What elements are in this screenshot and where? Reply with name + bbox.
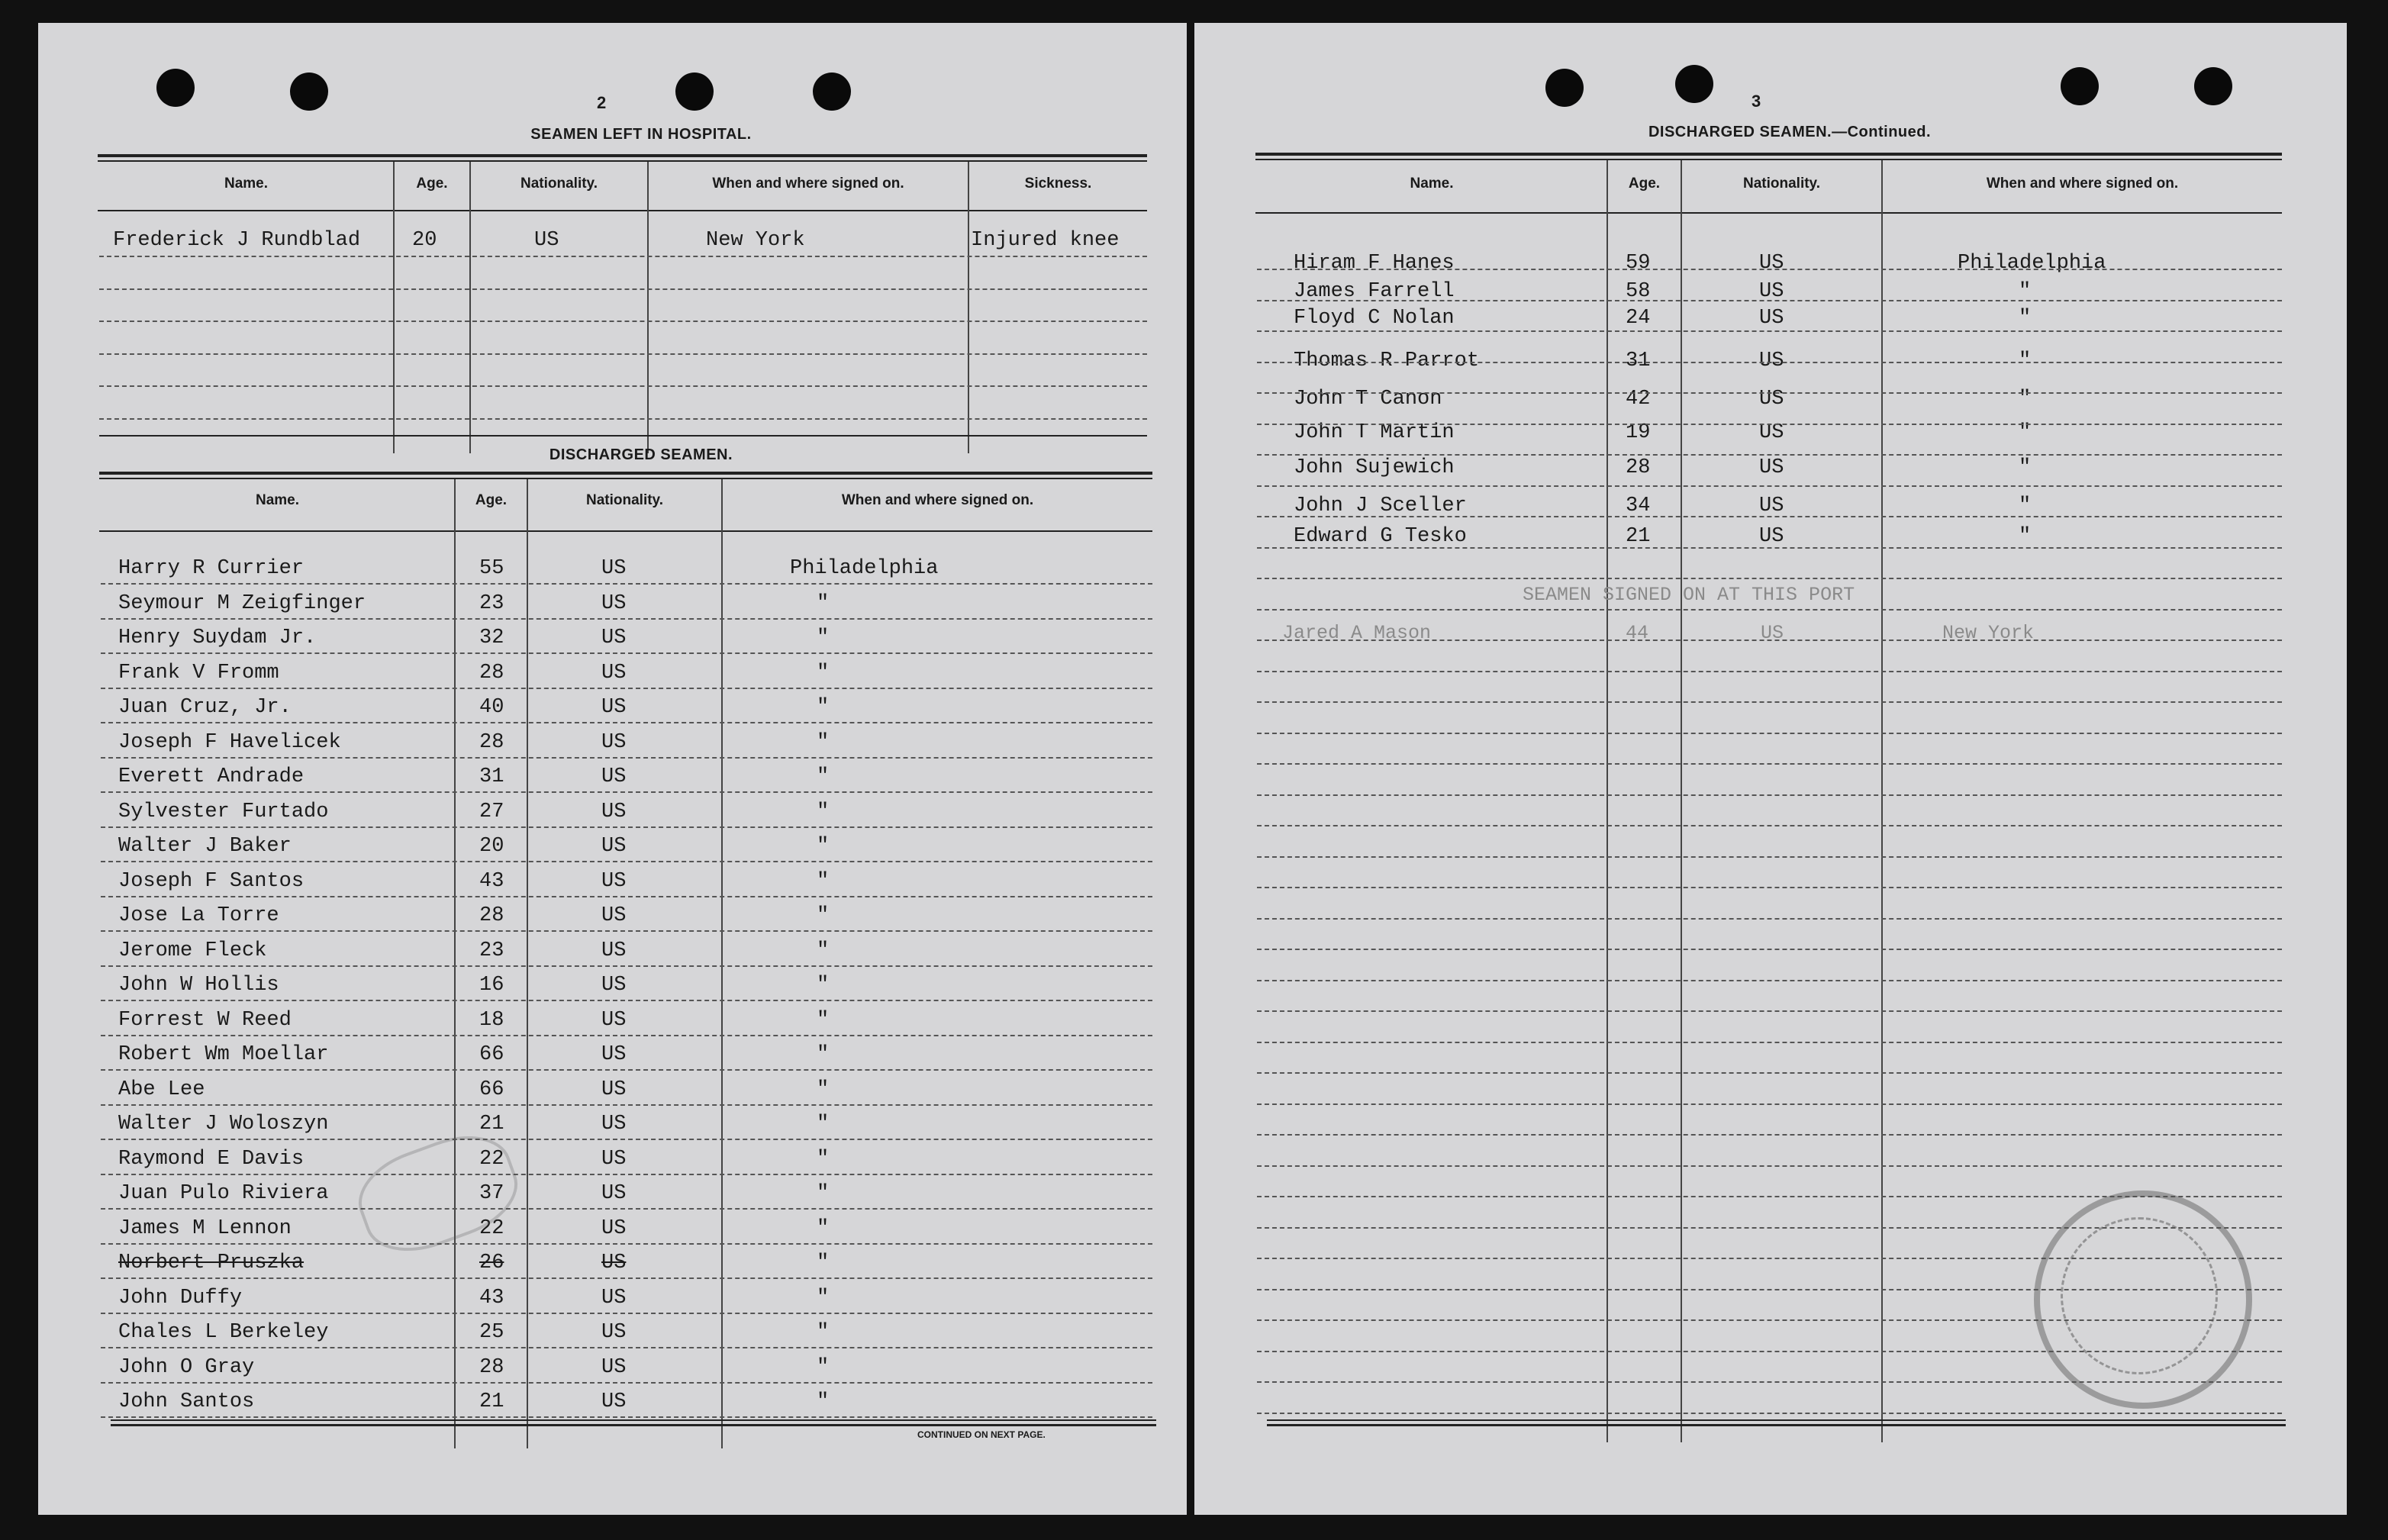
- seaman-name: Thomas R Parrot: [1294, 350, 1480, 372]
- col-header-nationality: Nationality.: [520, 176, 598, 192]
- seaman-signed-on: ": [817, 801, 830, 823]
- ruled-line: [1257, 949, 2282, 950]
- seaman-age: 28: [1626, 456, 1651, 479]
- seaman-signed-on: ": [2019, 280, 2032, 303]
- table-top-rule: [98, 154, 1147, 157]
- ruled-line: [101, 757, 1152, 759]
- column-divider: [968, 162, 969, 453]
- seaman-nationality: US: [601, 627, 627, 649]
- ruled-line: [99, 321, 1147, 322]
- table-top-rule: [98, 160, 1147, 162]
- seaman-name: Jerome Fleck: [118, 939, 267, 962]
- seaman-age: 24: [1626, 307, 1651, 330]
- seaman-age: 28: [479, 1356, 504, 1379]
- ruled-line: [1257, 701, 2282, 703]
- seaman-signed-on: ": [817, 627, 830, 649]
- ruled-line: [1257, 392, 2282, 394]
- column-divider: [393, 162, 395, 453]
- seaman-signed-on: ": [817, 1252, 830, 1274]
- seaman-signed-on: ": [817, 1078, 830, 1101]
- ruled-line: [101, 652, 1152, 654]
- col-header-signed-on: When and where signed on.: [1986, 176, 2179, 192]
- ruled-line: [1257, 856, 2282, 858]
- ruled-line: [1257, 1042, 2282, 1043]
- seaman-age: 31: [1626, 350, 1651, 372]
- seaman-signed-on: ": [817, 835, 830, 858]
- seaman-age: 42: [1626, 388, 1651, 411]
- discharged-continued-title: DISCHARGED SEAMEN.—Continued.: [1648, 124, 1932, 140]
- column-divider: [1681, 160, 1682, 1442]
- seaman-age: 31: [479, 765, 504, 788]
- seaman-nationality: US: [1759, 421, 1784, 444]
- seaman-name: Juan Pulo Riviera: [118, 1182, 329, 1205]
- seaman-name: James Farrell: [1294, 280, 1455, 303]
- seaman-nationality: US: [601, 870, 627, 893]
- col-header-sickness: Sickness.: [1024, 176, 1092, 192]
- seaman-nationality: US: [601, 904, 627, 927]
- seaman-signed-on: ": [817, 765, 830, 788]
- seaman-signed-on: Philadelphia: [1958, 252, 2106, 275]
- seaman-name: John Sujewich: [1294, 456, 1455, 479]
- seaman-age: 55: [479, 557, 504, 580]
- seaman-name: Hiram F Hanes: [1294, 252, 1455, 275]
- seaman-signed-on: ": [817, 1321, 830, 1344]
- col-header-nationality: Nationality.: [1743, 176, 1820, 192]
- seaman-signed-on: ": [2019, 456, 2032, 479]
- seaman-nationality: US: [601, 1321, 627, 1344]
- seaman-name: John T Martin: [1294, 421, 1455, 444]
- ruled-line: [1257, 424, 2282, 425]
- col-header-age: Age.: [1628, 176, 1661, 192]
- ruled-line: [101, 1069, 1152, 1071]
- seaman-age: 25: [479, 1321, 504, 1344]
- seaman-nationality: US: [601, 557, 627, 580]
- seaman-age: 23: [479, 592, 504, 615]
- seaman-name: Forrest W Reed: [118, 1009, 292, 1032]
- header-rule: [99, 530, 1152, 532]
- ruled-line: [101, 1174, 1152, 1175]
- seaman-signed-on: ": [817, 1148, 830, 1171]
- ruled-line: [1257, 671, 2282, 672]
- ruled-line: [101, 1382, 1152, 1384]
- continued-note: CONTINUED ON NEXT PAGE.: [917, 1429, 1046, 1440]
- ruled-line: [99, 353, 1147, 355]
- hospital-title: SEAMEN LEFT IN HOSPITAL.: [530, 126, 752, 143]
- ruled-line: [101, 1277, 1152, 1279]
- ruled-line: [1257, 485, 2282, 487]
- seaman-nationality: US: [601, 731, 627, 754]
- seaman-name: John Duffy: [118, 1287, 243, 1310]
- seaman-nationality: US: [601, 662, 627, 685]
- ruled-line: [101, 722, 1152, 723]
- ruled-line: [101, 618, 1152, 620]
- ruled-line: [99, 385, 1147, 387]
- seaman-name: Frank V Fromm: [118, 662, 279, 685]
- seaman-name: Walter J Woloszyn: [118, 1113, 329, 1136]
- ruled-line: [1257, 547, 2282, 549]
- seaman-signed-on: ": [817, 1217, 830, 1240]
- ruled-line: [1257, 1165, 2282, 1167]
- seaman-name: John O Gray: [118, 1356, 255, 1379]
- seaman-age: 32: [479, 627, 504, 649]
- seaman-name: John J Sceller: [1294, 495, 1467, 517]
- ruled-line: [1257, 330, 2282, 332]
- seaman-signed-on: ": [817, 1043, 830, 1066]
- ruled-line: [1257, 825, 2282, 826]
- seaman-age: 19: [1626, 421, 1651, 444]
- seaman-name: Edward G Tesko: [1294, 525, 1467, 548]
- seaman-nationality: US: [601, 801, 627, 823]
- seaman-nationality: US: [534, 229, 559, 252]
- seaman-signed-on: ": [2019, 388, 2032, 411]
- seaman-name: Abe Lee: [118, 1078, 205, 1101]
- ruled-line: [101, 1000, 1152, 1001]
- seaman-nationality: US: [601, 1009, 627, 1032]
- ruled-line: [101, 1104, 1152, 1106]
- col-header-nationality: Nationality.: [586, 492, 663, 508]
- seaman-age: 66: [479, 1043, 504, 1066]
- seaman-name: Chales L Berkeley: [118, 1321, 329, 1344]
- ruled-line: [101, 861, 1152, 862]
- ruled-line: [1257, 516, 2282, 517]
- seaman-name: Henry Suydam Jr.: [118, 627, 317, 649]
- seaman-age: 28: [479, 904, 504, 927]
- seaman-age: 18: [479, 1009, 504, 1032]
- seaman-signed-on: ": [817, 904, 830, 927]
- ruled-line: [1257, 1413, 2282, 1414]
- seaman-nationality: US: [601, 592, 627, 615]
- ruled-line: [1257, 980, 2282, 981]
- table-bottom-rule: [111, 1424, 1156, 1426]
- seaman-nationality: US: [1759, 280, 1784, 303]
- seaman-name: Jared A Mason: [1282, 622, 1432, 644]
- seaman-nationality: US: [601, 939, 627, 962]
- seaman-name: Raymond E Davis: [118, 1148, 305, 1171]
- ruled-line: [1257, 609, 2282, 611]
- seaman-age: 23: [479, 939, 504, 962]
- column-divider: [469, 162, 471, 453]
- seaman-name: John T Canon: [1294, 388, 1442, 411]
- punch-hole: [156, 69, 195, 107]
- col-header-age: Age.: [416, 176, 448, 192]
- punch-hole: [675, 72, 714, 111]
- seaman-age: 20: [479, 835, 504, 858]
- seaman-name: Harry R Currier: [118, 557, 305, 580]
- seaman-nationality: US: [1759, 525, 1784, 548]
- ruled-line: [101, 1416, 1152, 1418]
- seaman-nationality: US: [601, 835, 627, 858]
- seaman-age: 37: [479, 1182, 504, 1205]
- seaman-name: John Santos: [118, 1390, 255, 1413]
- seaman-nationality: US: [601, 696, 627, 719]
- seaman-name: Frederick J Rundblad: [113, 229, 361, 252]
- column-divider: [1607, 160, 1608, 1442]
- seaman-nationality: US: [601, 1113, 627, 1136]
- seaman-nationality: US: [601, 1252, 627, 1274]
- punch-hole: [290, 72, 328, 111]
- ruled-line: [1257, 1010, 2282, 1012]
- seaman-signed-on: ": [817, 1356, 830, 1379]
- signed-on-heading: SEAMEN SIGNED ON AT THIS PORT: [1523, 584, 1855, 606]
- ruled-line: [101, 930, 1152, 932]
- ruled-line: [1257, 887, 2282, 888]
- column-divider: [527, 479, 528, 1448]
- seaman-signed-on: ": [817, 1287, 830, 1310]
- seaman-nationality: US: [601, 1148, 627, 1171]
- ruled-line: [101, 1208, 1152, 1210]
- seaman-age: 21: [479, 1113, 504, 1136]
- seaman-signed-on: New York: [1942, 622, 2035, 644]
- seaman-signed-on: ": [817, 870, 830, 893]
- seaman-age: 21: [479, 1390, 504, 1413]
- seaman-nationality: US: [1759, 350, 1784, 372]
- seaman-nationality: US: [601, 1390, 627, 1413]
- seaman-age: 28: [479, 731, 504, 754]
- seaman-signed-on: ": [817, 696, 830, 719]
- seaman-age: 59: [1626, 252, 1651, 275]
- seaman-nationality: US: [601, 1217, 627, 1240]
- table-top-rule: [1255, 153, 2282, 156]
- ruled-line: [101, 826, 1152, 828]
- seaman-age: 44: [1626, 622, 1649, 644]
- seaman-age: 16: [479, 974, 504, 997]
- column-divider: [647, 162, 649, 453]
- ruled-line: [101, 896, 1152, 897]
- ruled-line: [99, 418, 1147, 420]
- ruled-line: [1257, 1103, 2282, 1105]
- seaman-signed-on: ": [817, 662, 830, 685]
- seaman-signed-on: ": [817, 1390, 830, 1413]
- ruled-line: [101, 1243, 1152, 1245]
- seaman-name: James M Lennon: [118, 1217, 292, 1240]
- seaman-signed-on: ": [2019, 307, 2032, 330]
- ruled-line: [101, 1035, 1152, 1036]
- seaman-sickness: Injured knee: [971, 229, 1120, 252]
- ruled-line: [101, 1139, 1152, 1140]
- seaman-name: Walter J Baker: [118, 835, 292, 858]
- ruled-line: [1257, 300, 2282, 301]
- column-divider: [1881, 160, 1883, 1442]
- col-header-signed-on: When and where signed on.: [841, 492, 1034, 508]
- column-divider: [454, 479, 456, 1448]
- punch-hole: [813, 72, 851, 111]
- seaman-nationality: US: [601, 1078, 627, 1101]
- header-rule: [98, 210, 1147, 211]
- seaman-signed-on: ": [817, 1182, 830, 1205]
- ruled-line: [101, 791, 1152, 793]
- ruled-line: [1257, 640, 2282, 641]
- punch-hole: [2061, 67, 2099, 105]
- seaman-age: 40: [479, 696, 504, 719]
- seaman-signed-on: ": [817, 974, 830, 997]
- seaman-age: 58: [1626, 280, 1651, 303]
- ruled-line: [101, 1313, 1152, 1314]
- seaman-nationality: US: [1759, 495, 1784, 517]
- ruled-line: [1257, 362, 2282, 363]
- seaman-age: 21: [1626, 525, 1651, 548]
- column-divider: [721, 479, 723, 1448]
- col-header-age: Age.: [475, 492, 508, 508]
- ruled-line: [1257, 454, 2282, 456]
- seaman-nationality: US: [601, 974, 627, 997]
- table-bottom-rule: [111, 1419, 1156, 1421]
- ruled-line: [101, 1347, 1152, 1348]
- ruled-line: [1257, 918, 2282, 920]
- seaman-nationality: US: [601, 1043, 627, 1066]
- table-top-rule: [1255, 159, 2282, 160]
- seaman-signed-on: ": [817, 939, 830, 962]
- table-bottom-rule: [99, 435, 1147, 437]
- table-bottom-rule: [1267, 1424, 2286, 1426]
- seaman-signed-on: ": [817, 731, 830, 754]
- seaman-nationality: US: [1759, 252, 1784, 275]
- seaman-age: 22: [479, 1148, 504, 1171]
- seaman-nationality: US: [601, 765, 627, 788]
- ruled-line: [1257, 269, 2282, 270]
- seaman-age: 22: [479, 1217, 504, 1240]
- seaman-age: 34: [1626, 495, 1651, 517]
- seaman-signed-on: ": [817, 1113, 830, 1136]
- ruled-line: [1257, 763, 2282, 765]
- seaman-signed-on: ": [817, 1009, 830, 1032]
- seaman-signed-on: ": [2019, 421, 2032, 444]
- right-page: [1194, 23, 2347, 1515]
- col-header-name: Name.: [255, 492, 300, 508]
- col-header-signed-on: When and where signed on.: [712, 176, 904, 192]
- seaman-nationality: US: [1759, 307, 1784, 330]
- col-header-name: Name.: [224, 176, 269, 192]
- table-top-rule: [99, 478, 1152, 479]
- seaman-name: Robert Wm Moellar: [118, 1043, 329, 1066]
- seaman-signed-on: ": [817, 592, 830, 615]
- seaman-nationality: US: [601, 1182, 627, 1205]
- page-number: 3: [1752, 92, 1761, 111]
- seaman-name: Joseph F Santos: [118, 870, 305, 893]
- discharged-title: DISCHARGED SEAMEN.: [549, 446, 733, 463]
- seaman-signed-on: New York: [706, 229, 805, 252]
- col-header-name: Name.: [1410, 176, 1454, 192]
- ruled-line: [99, 256, 1147, 257]
- seaman-signed-on: ": [2019, 495, 2032, 517]
- seaman-signed-on: Philadelphia: [790, 557, 939, 580]
- page-number: 2: [597, 93, 607, 112]
- punch-hole: [1675, 65, 1713, 103]
- seaman-nationality: US: [1761, 622, 1784, 644]
- seaman-signed-on: ": [2019, 350, 2032, 372]
- seaman-name: Seymour M Zeigfinger: [118, 592, 366, 615]
- left-page: [38, 23, 1187, 1515]
- ruled-line: [101, 688, 1152, 689]
- seaman-age: 66: [479, 1078, 504, 1101]
- ruled-line: [1257, 578, 2282, 579]
- ruled-line: [1257, 1134, 2282, 1136]
- seaman-nationality: US: [1759, 456, 1784, 479]
- seaman-age: 20: [412, 229, 437, 252]
- ruled-line: [101, 583, 1152, 585]
- table-top-rule: [99, 472, 1152, 475]
- seaman-age: 26: [479, 1252, 504, 1274]
- ruled-line: [1257, 733, 2282, 734]
- seaman-name: John W Hollis: [118, 974, 279, 997]
- seaman-name: Sylvester Furtado: [118, 801, 329, 823]
- seaman-name: Norbert Pruszka: [118, 1252, 305, 1274]
- punch-hole: [2194, 67, 2232, 105]
- seaman-name: Floyd C Nolan: [1294, 307, 1455, 330]
- round-stamp-inner: [2061, 1217, 2218, 1374]
- seaman-name: Jose La Torre: [118, 904, 279, 927]
- ruled-line: [1257, 794, 2282, 796]
- table-bottom-rule: [1267, 1419, 2286, 1421]
- seaman-age: 43: [479, 870, 504, 893]
- seaman-age: 28: [479, 662, 504, 685]
- ruled-line: [99, 288, 1147, 290]
- ruled-line: [101, 965, 1152, 967]
- seaman-age: 43: [479, 1287, 504, 1310]
- ruled-line: [1257, 1072, 2282, 1074]
- seaman-name: Joseph F Havelicek: [118, 731, 341, 754]
- seaman-nationality: US: [601, 1287, 627, 1310]
- seaman-nationality: US: [1759, 388, 1784, 411]
- header-rule: [1255, 212, 2282, 214]
- seaman-signed-on: ": [2019, 525, 2032, 548]
- seaman-age: 27: [479, 801, 504, 823]
- seaman-name: Juan Cruz, Jr.: [118, 696, 292, 719]
- seaman-name: Everett Andrade: [118, 765, 305, 788]
- seaman-nationality: US: [601, 1356, 627, 1379]
- punch-hole: [1545, 69, 1584, 107]
